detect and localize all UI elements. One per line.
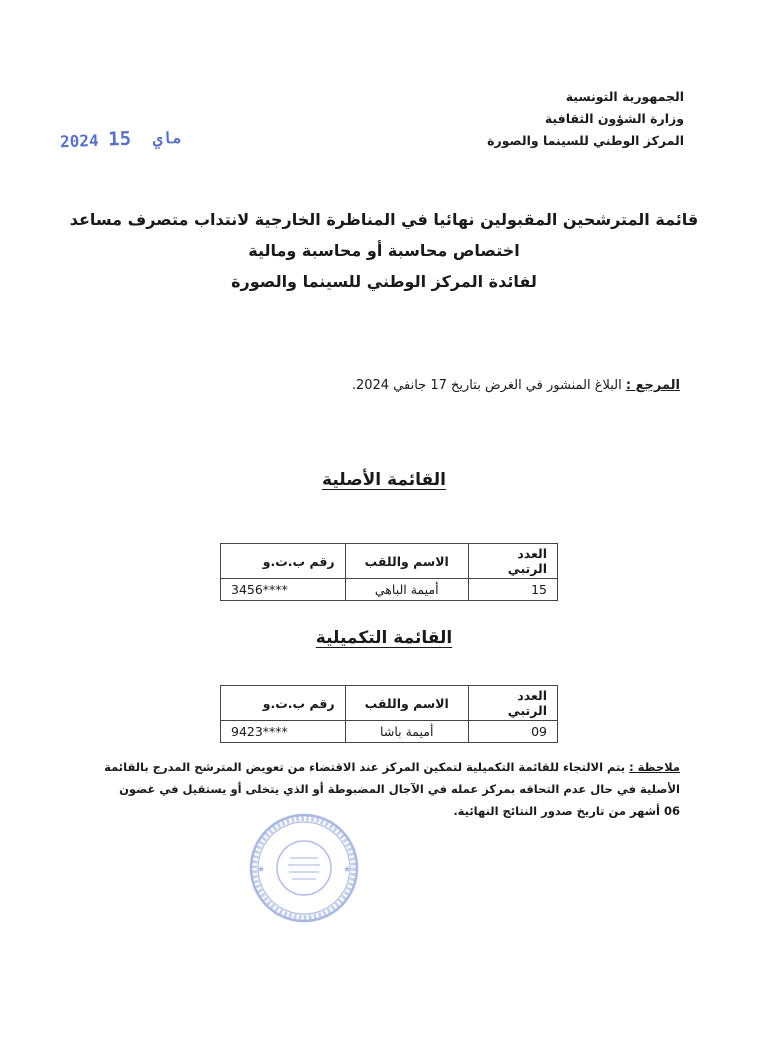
cell-name: أميمة باشا [345, 721, 468, 743]
original-list-table [220, 543, 558, 601]
svg-text:★: ★ [257, 865, 266, 875]
title-line-2: اختصاص محاسبة أو محاسبة ومالية [248, 241, 520, 260]
svg-text:★: ★ [343, 865, 352, 875]
original-list-heading-text: القائمة الأصلية [322, 470, 446, 490]
cell-name: أميمة الباهي [345, 579, 468, 601]
column-header-name: الاسم واللقب [345, 686, 468, 721]
date-stamp-month: ماي [152, 127, 182, 148]
column-header-rank: العدد الرتبي [468, 686, 557, 721]
cell-id: 9423**** [221, 721, 346, 743]
date-stamp [60, 126, 188, 152]
date-stamp-day: 15 [107, 127, 132, 151]
note-label: ملاحظة : [629, 760, 680, 774]
table-header-row [221, 686, 558, 721]
cell-rank: 15 [468, 579, 557, 601]
cell-rank: 09 [468, 721, 557, 743]
reference [352, 378, 680, 393]
document-title [0, 204, 768, 297]
supplementary-list-heading [0, 628, 768, 648]
letterhead [487, 86, 684, 152]
supplementary-list-table [220, 685, 558, 743]
column-header-name: الاسم واللقب [345, 544, 468, 579]
note [100, 756, 680, 822]
table-row [221, 579, 558, 601]
date-stamp-year: 2024 [59, 130, 99, 152]
note-text: يتم الالتجاء للقائمة التكميلية لتمكين المركز عند الاقتضاء من تعويض المترشح المدرج بالقائمة الأصلية في حال عدم التحاقه بمركز عمله في الآجال المضبوطة أو الذي يتخلى أو يستقيل في غضون 06 أشهر من تاريخ صدور النتائج النهائية. [104, 760, 680, 818]
column-header-id: رقم ب.ت.و [221, 544, 346, 579]
letterhead-republic: الجمهورية التونسية [565, 89, 684, 104]
reference-label: المرجع : [625, 378, 680, 393]
letterhead-center: المركز الوطني للسينما والصورة [487, 133, 684, 148]
table-header-row [221, 544, 558, 579]
table-row [221, 721, 558, 743]
column-header-id: رقم ب.ت.و [221, 686, 346, 721]
title-line-1: قائمة المترشحين المقبولين نهائيا في المناظرة الخارجية لانتداب متصرف مساعد [69, 210, 699, 229]
title-line-3: لفائدة المركز الوطني للسينما والصورة [231, 272, 537, 291]
reference-text: البلاغ المنشور في الغرض بتاريخ 17 جانفي 2024. [351, 378, 626, 393]
cell-id: 3456**** [221, 579, 346, 601]
original-list-heading [0, 470, 768, 490]
supplementary-list-heading-text: القائمة التكميلية [315, 628, 453, 648]
official-round-seal-icon [248, 812, 360, 924]
letterhead-ministry: وزارة الشؤون الثقافية [544, 111, 684, 126]
column-header-rank: العدد الرتبي [468, 544, 557, 579]
